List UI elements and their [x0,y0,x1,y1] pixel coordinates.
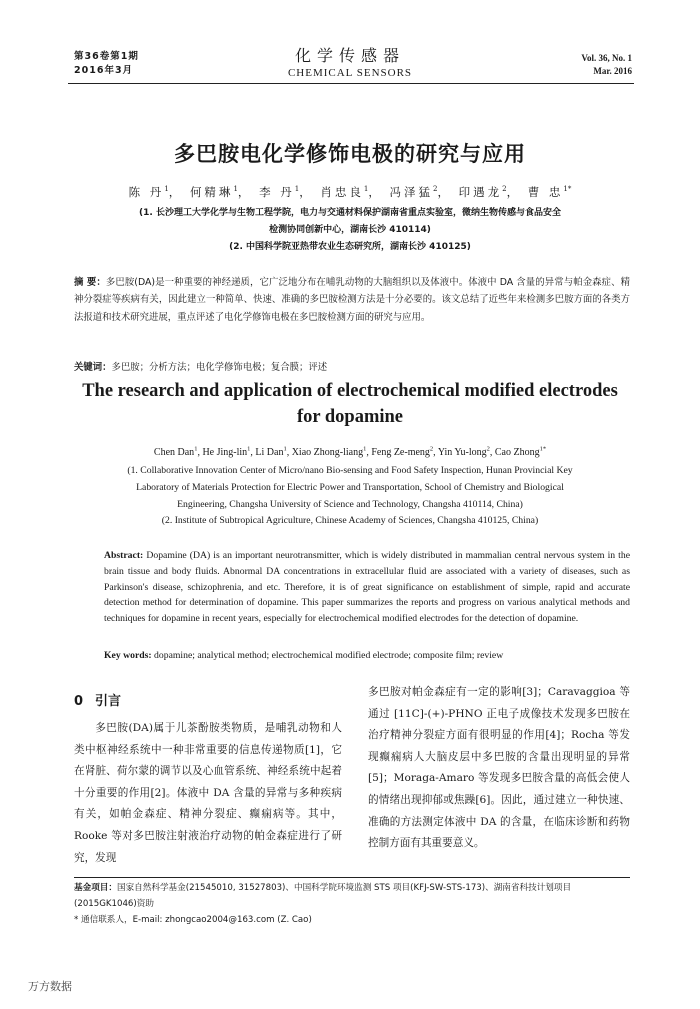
journal-name-cn: 化学传感器 [294,46,405,65]
abstract-en [104,548,630,627]
affiliation-line: (2. Institute of Subtropical Agriculture, Chinese Academy of Sciences, Changsha 410125, China) [161,515,539,527]
authors-cn [0,184,700,200]
keywords-en-text: dopamine; analytical method; electrochemical modified electrode; composite film; review [154,650,504,661]
affiliation-line: Engineering, Changsha University of Science and Technology, Changsha 410114, China) [177,498,523,510]
volume-cn: 第36卷第1期 [74,51,139,62]
author-en: Cao Zhong$^{1*}$ [494,446,547,459]
header-rule [68,83,634,84]
abstract-en-label: Abstract: [104,550,144,561]
date-en: Mar. 2016 [593,66,632,76]
author-cn: 印遇龙$^2$， [458,185,522,199]
author-en: Chen Dan$^1$, [153,446,203,459]
author-en: Li Dan$^1$, [255,446,292,459]
author-en: He Jing-lin$^1$, [202,446,256,459]
author-cn: 何精琳$^1$， [189,185,253,199]
affiliation-line: (2. 中国科学院亚热带农业生态研究所，湖南长沙 410125) [229,242,471,252]
author-cn: 曹 忠$^{1*}$ [527,185,572,199]
date-cn: 2016年3月 [74,65,134,76]
author-cn: 陈 丹$^1$， [128,185,184,199]
keywords-en [104,648,630,663]
abstract-cn-text: 多巴胺(DA)是一种重要的神经递质，它广泛地分布在哺乳动物的大脑组织以及体液中。体液中 DA 含量的异常与帕金森症、精神分裂症等疾病有关，因此建立一种简单、快速、准确的多巴胺检测方法是十分必要的。该文总结了近些年来检测多巴胺方面的各类方法报道和技术研究进展，重点评述了电化学修饰电极在多巴胺检测方面的研究与应用。 [74,277,631,323]
affiliation-line: Laboratory of Materials Protection for Electric Power and Transportation, School of Chemistry and Biological [136,481,564,493]
title-en-line: for dopamine [296,407,404,427]
abstract-cn [74,274,630,326]
keywords-cn-label: 关键词： [74,362,112,373]
author-en: Xiao Zhong-liang$^1$, [291,446,372,459]
funding-note [74,881,630,913]
author-cn: 肖忠良$^1$， [320,185,383,199]
section-number: 0 [74,694,84,709]
keywords-en-label: Key words: [104,650,152,661]
body-column-left: 多巴胺(DA)属于儿茶酚胺类物质，是哺乳动物和人类中枢神经系统中一种非常重要的信息传递物质[1]，它在肾脏、荷尔蒙的调节以及心血管系统、神经系统中起着十分重要的作用[2]。体液中 DA 含量的异常与多种疾病有关，如帕金森症、精神分裂症、癫痫病等。其中，Rooke 等对多巴胺注射液治疗动物的帕金森症进行了研究，发现 [74,722,342,864]
header-volume-info [74,50,139,78]
contact-note: * 通信联系人，E-mail: zhongcao2004@163.com (Z. Cao) [74,914,312,925]
header-issue-info [581,52,632,78]
affiliation-line: (1. Collaborative Innovation Center of Micro/nano Bio-sensing and Food Safety Inspection, Hunan Provincial Key [127,465,573,476]
funding-label: 基金项目： [74,883,117,893]
journal-name-en: CHEMICAL SENSORS [287,67,413,79]
author-cn: 冯泽猛$^2$， [389,185,452,199]
journal-name [250,46,450,80]
affiliation-line: (1. 长沙理工大学化学与生物工程学院，电力与交通材料保护湖南省重点实验室，微纳生物传感与食品安全 [139,208,561,218]
title-cn: 多巴胺电化学修饰电极的研究与应用 [174,142,526,166]
affiliations-en [90,463,610,530]
authors-en [60,446,640,458]
section-heading [74,690,121,709]
affiliation-line: 检测协同创新中心，湖南长沙 410114) [269,225,431,235]
affiliations-cn [60,205,640,256]
watermark: 万方数据 [28,980,72,993]
footnote-rule [74,877,630,878]
section-title: 引言 [95,694,122,709]
volume-en: Vol. 36, No. 1 [581,53,632,63]
author-cn: 李 丹$^1$， [259,185,314,199]
footnotes [74,881,630,928]
abstract-en-text: Dopamine (DA) is an important neurotransmitter, which is widely distributed in mammalian central nervous system in the brain tissue and body fluids. Abnormal DA concentrations in extracellular fluid are associated with a variety of diseases, such as Parkinson's disease, schizophrenia, and etc. Therefore, it is of great significance on establishment of simple, rapid and accurate detection method for determination of dopamine. This paper summarizes the reports and progress on various analytical methods and techniques for dopamine in recent years, especially for electrochemical modified electrodes for the detection of dopamine. [104,550,631,625]
abstract-cn-label: 摘 要： [74,277,106,288]
funding-text: 国家自然科学基金(21545010, 31527803)、中国科学院环境监测 STS 项目(KFJ-SW-STS-173)、湖南省科技计划项目(2015GK1046)资助 [74,883,572,909]
author-en: Yin Yu-long$^2$, [437,446,495,459]
title-en-line: The research and application of electrochemical modified electrodes [82,381,618,401]
keywords-cn-text: 多巴胺；分析方法；电化学修饰电极；复合膜；评述 [111,362,328,373]
author-en: Feng Ze-meng$^2$, [371,446,438,459]
title-en [60,378,640,430]
body-column-right: 多巴胺对帕金森症有一定的影响[3]；Caravaggioa 等通过 [11C]-(+)-PHNO 正电子成像技术发现多巴胺在治疗精神分裂症方面有很明显的作用[4]；Rocha 等发现癫痫病人大脑皮层中多巴胺的含量出现明显的异常[5]；Moraga-Amaro 等发现多巴胺含量的高低会使人的情绪出现抑郁或焦躁[6]。因此，通过建立一种快速、准确的方法测定体液中 DA 的含量，在临床诊断和药物控制方面有其重要意义。 [368,686,630,850]
keywords-cn [74,360,630,375]
